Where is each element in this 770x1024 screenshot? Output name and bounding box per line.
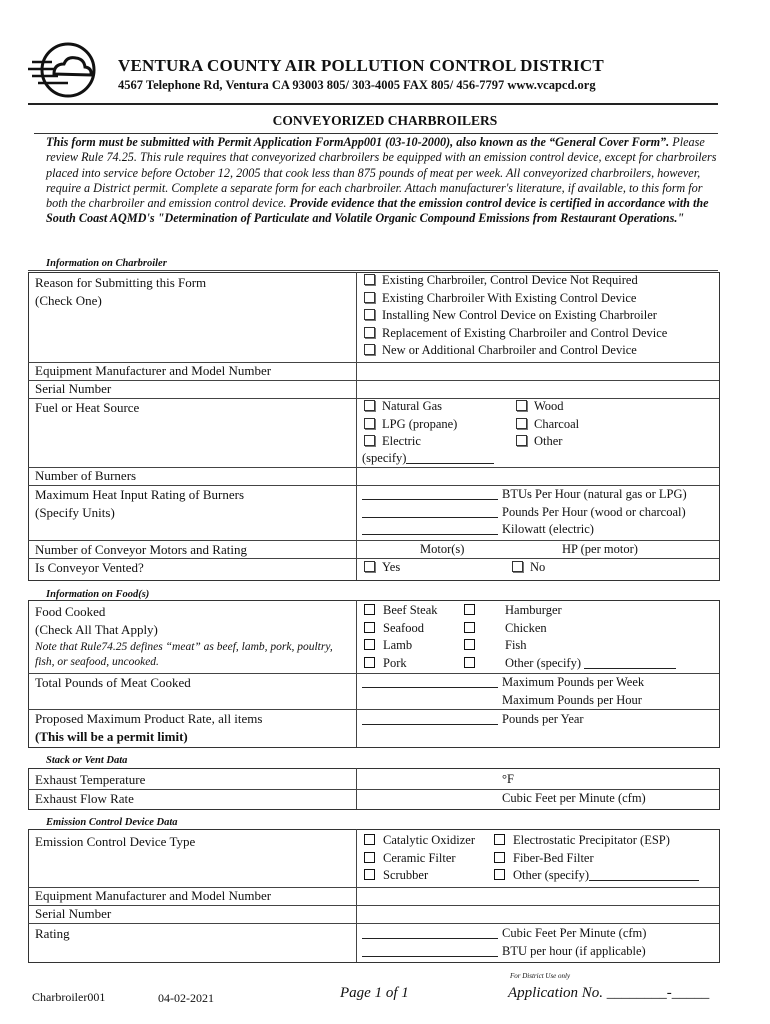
vented-label: Is Conveyor Vented? (35, 560, 144, 575)
reason-option-label: Installing New Control Device on Existing Charbroiler (382, 308, 657, 322)
food-option[interactable] (464, 655, 676, 673)
ecd-option-label: Catalytic Oxidizer (383, 833, 475, 847)
fuel-option-label: LPG (propane) (382, 416, 458, 431)
reason-sub: (Check One) (35, 293, 102, 308)
food-other-field[interactable] (584, 656, 676, 669)
temp-row (362, 771, 514, 789)
checkbox[interactable] (516, 418, 527, 429)
checkbox[interactable] (364, 834, 375, 845)
checkbox[interactable] (364, 869, 375, 880)
application-number[interactable]: Application No. ________-_____ (508, 985, 710, 1001)
heat-unit-label: Pounds Per Hour (wood or charcoal) (502, 504, 686, 519)
checkbox[interactable] (512, 561, 523, 572)
reason-option-label: Existing Charbroiler, Control Device Not Required (382, 273, 638, 287)
vented-no-label: No (530, 560, 546, 574)
rating-field[interactable] (362, 944, 498, 957)
header-divider (28, 103, 718, 105)
reason-option[interactable] (364, 342, 667, 360)
checkbox[interactable] (364, 418, 375, 429)
food-option[interactable] (364, 602, 438, 620)
row-divider (28, 905, 719, 906)
serial-label: Serial Number (35, 381, 112, 396)
serial-field[interactable] (358, 382, 716, 397)
fuel-option[interactable] (364, 416, 457, 434)
pounds-label: Total Pounds of Meat Cooked (35, 675, 191, 690)
fuel-specify (362, 450, 494, 468)
form-title: CONVEYORIZED CHARBROILERS (272, 113, 498, 128)
pounds-units (362, 674, 644, 709)
checkbox[interactable] (494, 834, 505, 845)
title-divider (34, 133, 718, 134)
ecd-serial-label: Serial Number (35, 906, 112, 921)
form-id: Charbroiler001 (32, 990, 106, 1004)
reason-option[interactable] (364, 272, 667, 290)
fuel-option[interactable] (516, 416, 579, 434)
fuel-specify-field[interactable] (406, 451, 494, 464)
rate-label: Proposed Maximum Product Rate, all items (35, 711, 263, 726)
ecd-option[interactable] (494, 867, 699, 885)
rating-unit-label: Cubic Feet Per Minute (cfm) (502, 926, 647, 940)
rate-unit-label: Pounds per Year (502, 712, 584, 726)
ecd-option[interactable] (364, 850, 475, 868)
rating-field[interactable] (362, 926, 498, 939)
ecd-rating-label: Rating (35, 926, 70, 941)
heat-units (362, 486, 687, 539)
motors-unit: Motor(s) (420, 542, 465, 556)
reason-label: Reason for Submitting this Form (35, 275, 207, 290)
checkbox[interactable] (464, 657, 475, 668)
ecd-option-label: Scrubber (383, 868, 429, 882)
food-option[interactable] (464, 620, 676, 638)
fuel-option-label: Charcoal (534, 416, 580, 431)
checkbox[interactable] (364, 435, 375, 446)
manufacturer-label: Equipment Manufacturer and Model Number (35, 363, 272, 378)
food-label: Food Cooked (35, 604, 106, 619)
checkbox[interactable] (364, 309, 375, 320)
checkbox[interactable] (364, 852, 375, 863)
section-food: Information on Food(s) (46, 589, 150, 600)
pounds-unit-label: Maximum Pounds per Week (502, 675, 645, 689)
fuel-option[interactable] (364, 433, 457, 451)
fuel-options-right (516, 398, 579, 451)
ecd-manufacturer-label: Equipment Manufacturer and Model Number (35, 888, 272, 903)
district-use-label: For District Use only (510, 972, 571, 980)
food-option[interactable] (464, 602, 676, 620)
food-option[interactable] (364, 655, 438, 673)
ecd-option[interactable] (364, 832, 475, 850)
checkbox[interactable] (364, 639, 375, 650)
ecd-rating-units (362, 925, 646, 960)
reason-option-label: Replacement of Existing Charbroiler and Control Device (382, 325, 668, 340)
food-option-label: Chicken (505, 620, 547, 635)
ecd-option-label: Other (specify) (513, 868, 590, 882)
org-name: VENTURA COUNTY AIR POLLUTION CONTROL DISTRICT (118, 56, 604, 75)
section-stack: Stack or Vent Data (46, 755, 128, 766)
food-option[interactable] (464, 637, 676, 655)
heat-unit-label: BTUs Per Hour (natural gas or LPG) (502, 487, 687, 501)
rate-field[interactable] (362, 712, 498, 725)
food-sub: (Check All That Apply) (35, 622, 158, 637)
intro-text (46, 135, 726, 227)
fuel-option-label: Wood (534, 399, 564, 413)
ecd-serial-field[interactable] (358, 907, 716, 922)
food-option-label: Beef Steak (383, 603, 438, 617)
rate-note: (This will be a permit limit) (35, 729, 188, 744)
ecd-option-label: Electrostatic Precipitator (ESP) (513, 833, 670, 847)
ecd-type-label: Emission Control Device Type (35, 834, 196, 849)
vented-yes-label: Yes (382, 560, 401, 574)
ecd-option-label: Fiber-Bed Filter (513, 850, 594, 865)
heat-sub: (Specify Units) (35, 505, 115, 520)
ecd-option[interactable] (494, 850, 699, 868)
column-divider (356, 829, 357, 962)
food-option[interactable] (364, 637, 438, 655)
section-charbroiler: Information on Charbroiler (46, 258, 167, 269)
form-date: 04-02-2021 (158, 991, 214, 1005)
intro-body: Please review Rule 74.25. This rule requires that conveyorized charbroilers be equipped with an emission control device, except for charbroilers placed into service before October 12, 2005 that cook less than 875 pounds of meat per week. All conveyorized charbroilers, however, require a District permit. Complete a separate form for each charbroiler. Attach manufacturer's literature, if available, to this form for both the charbroiler and emission control device. (46, 135, 717, 211)
meat-note: Note that Rule74.25 defines “meat” as beef, lamb, pork, poultry, fish, or seafood, uncooked. (35, 641, 333, 668)
page-number: Page 1 of 1 (340, 985, 409, 1001)
vented-yes[interactable] (364, 559, 400, 577)
burners-field[interactable] (358, 469, 716, 484)
fuel-specify-label: (specify) (362, 451, 407, 465)
reason-option-label: Existing Charbroiler With Existing Control Device (382, 290, 637, 305)
food-option[interactable] (364, 620, 438, 638)
district-logo (28, 40, 100, 100)
burners-label: Number of Burners (35, 468, 137, 483)
checkbox[interactable] (364, 344, 375, 355)
temp-label: Exhaust Temperature (35, 772, 146, 787)
rate-row (362, 711, 584, 729)
ecd-other-field[interactable] (589, 868, 699, 881)
checkbox[interactable] (464, 622, 475, 633)
checkbox[interactable] (516, 400, 527, 411)
fuel-option[interactable] (364, 398, 457, 416)
reason-option-label: New or Additional Charbroiler and Control Device (382, 343, 637, 357)
checkbox[interactable] (494, 852, 505, 863)
checkbox[interactable] (364, 292, 375, 303)
food-option-label: Other (specify) (505, 655, 582, 670)
checkbox[interactable] (494, 869, 505, 880)
motors-label: Number of Conveyor Motors and Rating (35, 542, 247, 557)
org-address: 4567 Telephone Rd, Ventura CA 93003 805/ 303-4005 FAX 805/ 456-7797 www.vcapcd.org (118, 78, 596, 92)
temp-unit-label: °F (502, 772, 514, 786)
pounds-field[interactable] (362, 675, 498, 688)
heat-input-field[interactable] (362, 487, 498, 500)
flow-unit-label: Cubic Feet per Minute (cfm) (502, 791, 646, 805)
ecd-option-label: Ceramic Filter (383, 850, 456, 865)
checkbox[interactable] (364, 400, 375, 411)
reason-option[interactable] (364, 307, 667, 325)
vented-no[interactable] (512, 559, 545, 577)
manufacturer-field[interactable] (358, 364, 716, 379)
food-option-label: Hamburger (505, 603, 562, 617)
heat-unit-label: Kilowatt (electric) (502, 522, 594, 536)
divider (28, 270, 718, 271)
checkbox[interactable] (464, 604, 475, 615)
checkbox[interactable] (364, 622, 375, 633)
food-option-label: Fish (505, 638, 527, 652)
ecd-option[interactable] (494, 832, 699, 850)
food-option-label: Lamb (383, 638, 413, 652)
reason-option[interactable] (364, 325, 667, 343)
pounds-unit-label: Maximum Pounds per Hour (502, 692, 642, 707)
hp-unit: HP (per motor) (562, 542, 638, 556)
fuel-option[interactable] (516, 398, 579, 416)
food-options-right (464, 602, 676, 672)
food-option-label: Pork (383, 655, 407, 670)
heat-input-field[interactable] (362, 505, 498, 518)
fuel-option-label: Other (534, 434, 563, 448)
checkbox[interactable] (364, 274, 375, 285)
checkbox[interactable] (364, 561, 375, 572)
fuel-option[interactable] (516, 433, 579, 451)
reason-option[interactable] (364, 290, 667, 308)
rating-unit-label: BTU per hour (if applicable) (502, 943, 646, 958)
fuel-option-label: Natural Gas (382, 399, 443, 413)
heat-input-field[interactable] (362, 522, 498, 535)
intro-tail: Provide evidence that the emission control device is certified in accordance with the South Coast AQMD's "Determination of Particulate and Volatile Organic Compound Emissions from Restaurant Operations." (46, 196, 709, 226)
ecd-manufacturer-field[interactable] (358, 889, 716, 904)
ecd-options-right (494, 832, 699, 885)
section-ecd: Emission Control Device Data (46, 817, 178, 828)
column-divider (356, 272, 357, 580)
heat-label: Maximum Heat Input Rating of Burners (35, 487, 245, 502)
flow-label: Exhaust Flow Rate (35, 791, 134, 806)
ecd-options-left (364, 832, 475, 885)
reason-options (364, 272, 667, 360)
food-options-left (364, 602, 438, 672)
flow-row (362, 790, 646, 808)
checkbox[interactable] (364, 604, 375, 615)
row-divider (28, 380, 719, 381)
intro-lead: This form must be submitted with Permit Application FormApp001 (03-10-2000), also known as the “General Cover Form”. (46, 135, 670, 149)
food-option-label: Seafood (383, 620, 424, 635)
fuel-options-left (364, 398, 457, 451)
checkbox[interactable] (516, 435, 527, 446)
checkbox[interactable] (364, 657, 375, 668)
fuel-label: Fuel or Heat Source (35, 400, 140, 415)
checkbox[interactable] (464, 639, 475, 650)
fuel-option-label: Electric (382, 434, 421, 448)
ecd-option[interactable] (364, 867, 475, 885)
row-divider (28, 923, 719, 924)
checkbox[interactable] (364, 327, 375, 338)
